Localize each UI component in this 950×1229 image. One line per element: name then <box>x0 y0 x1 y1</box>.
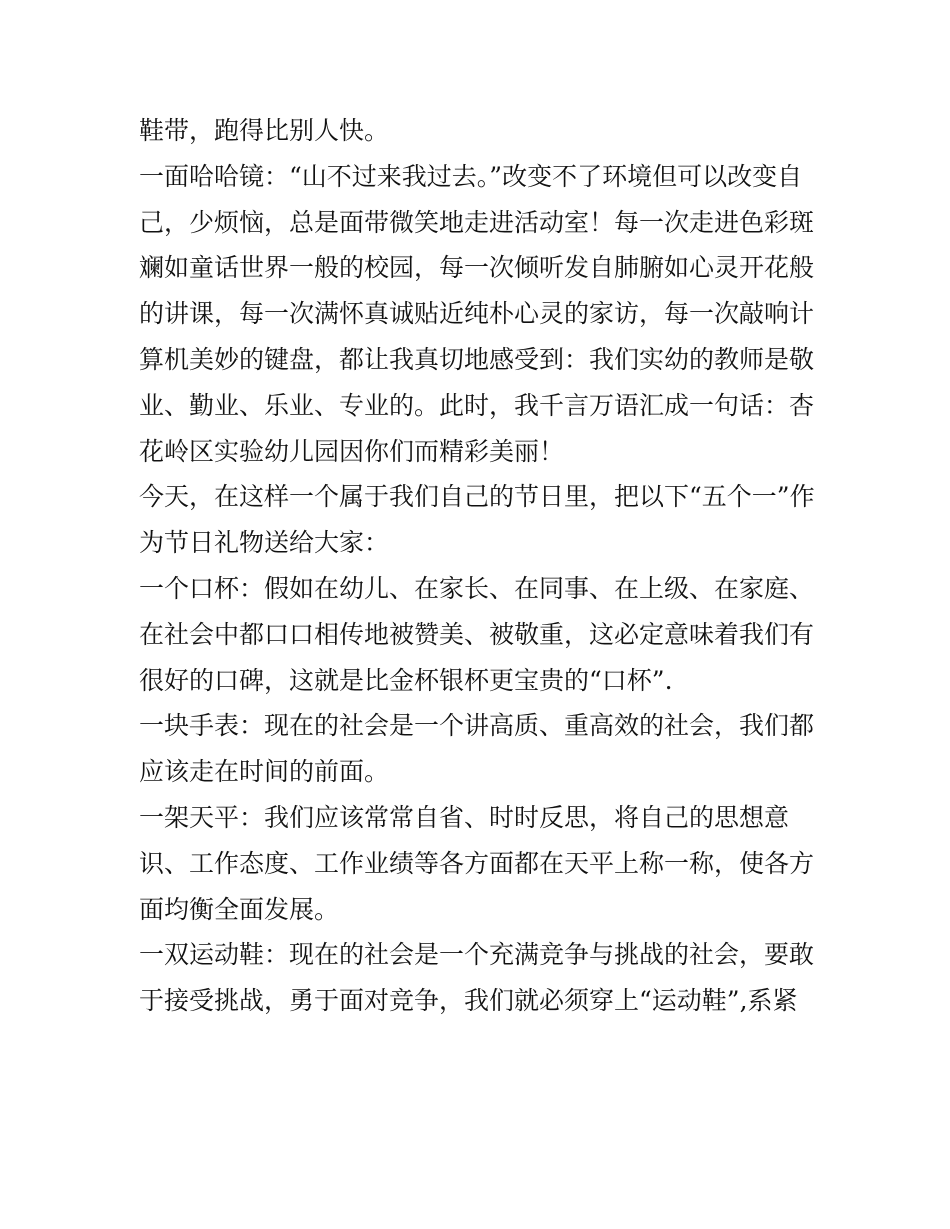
text-line: 应该走在时间的前面。 <box>139 757 390 787</box>
text-line: 在社会中都口口相传地被赞美、被敬重，这必定意味着我们有 <box>139 619 815 649</box>
text-line: 花岭区实验幼儿园因你们而精彩美丽！ <box>139 436 565 466</box>
text-line: 识、工作态度、工作业绩等各方面都在天平上称一称，使各方 <box>139 848 815 878</box>
text-line: 一个口杯：假如在幼儿、在家长、在同事、在上级、在家庭、 <box>139 573 815 603</box>
text-line: 斓如童话世界一般的校园，每一次倾听发自肺腑如心灵开花般 <box>139 253 815 283</box>
text-line: 一架天平：我们应该常常自省、时时反思，将自己的思想意 <box>139 802 790 832</box>
text-line: 为节日礼物送给大家： <box>139 528 390 558</box>
text-line: 的讲课，每一次满怀真诚贴近纯朴心灵的家访，每一次敲响计 <box>139 299 815 329</box>
text-line: 很好的口碑，这就是比金杯银杯更宝贵的“口杯”. <box>139 665 673 695</box>
text-line: 一面哈哈镜：“山不过来我过去。”改变不了环境但可以改变自 <box>139 161 803 191</box>
text-line: 己，少烦恼，总是面带微笑地走进活动室！每一次走进色彩斑 <box>139 207 815 237</box>
document-body <box>139 108 819 1024</box>
text-line: 面均衡全面发展。 <box>139 894 340 924</box>
text-line: 业、勤业、乐业、专业的。此时，我千言万语汇成一句话：杏 <box>139 390 815 420</box>
text-line: 算机美妙的键盘，都让我真切地感受到：我们实幼的教师是敬 <box>139 344 815 374</box>
text-line: 鞋带，跑得比别人快。 <box>139 116 390 145</box>
text-line: 今天，在这样一个属于我们自己的节日里，把以下“五个一”作 <box>139 482 815 512</box>
text-line: 一块手表：现在的社会是一个讲高质、重高效的社会，我们都 <box>139 711 815 741</box>
text-line: 一双运动鞋：现在的社会是一个充满竞争与挑战的社会，要敢 <box>139 940 815 970</box>
text-line: 于接受挑战，勇于面对竞争，我们就必须穿上“运动鞋”,系紧 <box>139 986 798 1016</box>
